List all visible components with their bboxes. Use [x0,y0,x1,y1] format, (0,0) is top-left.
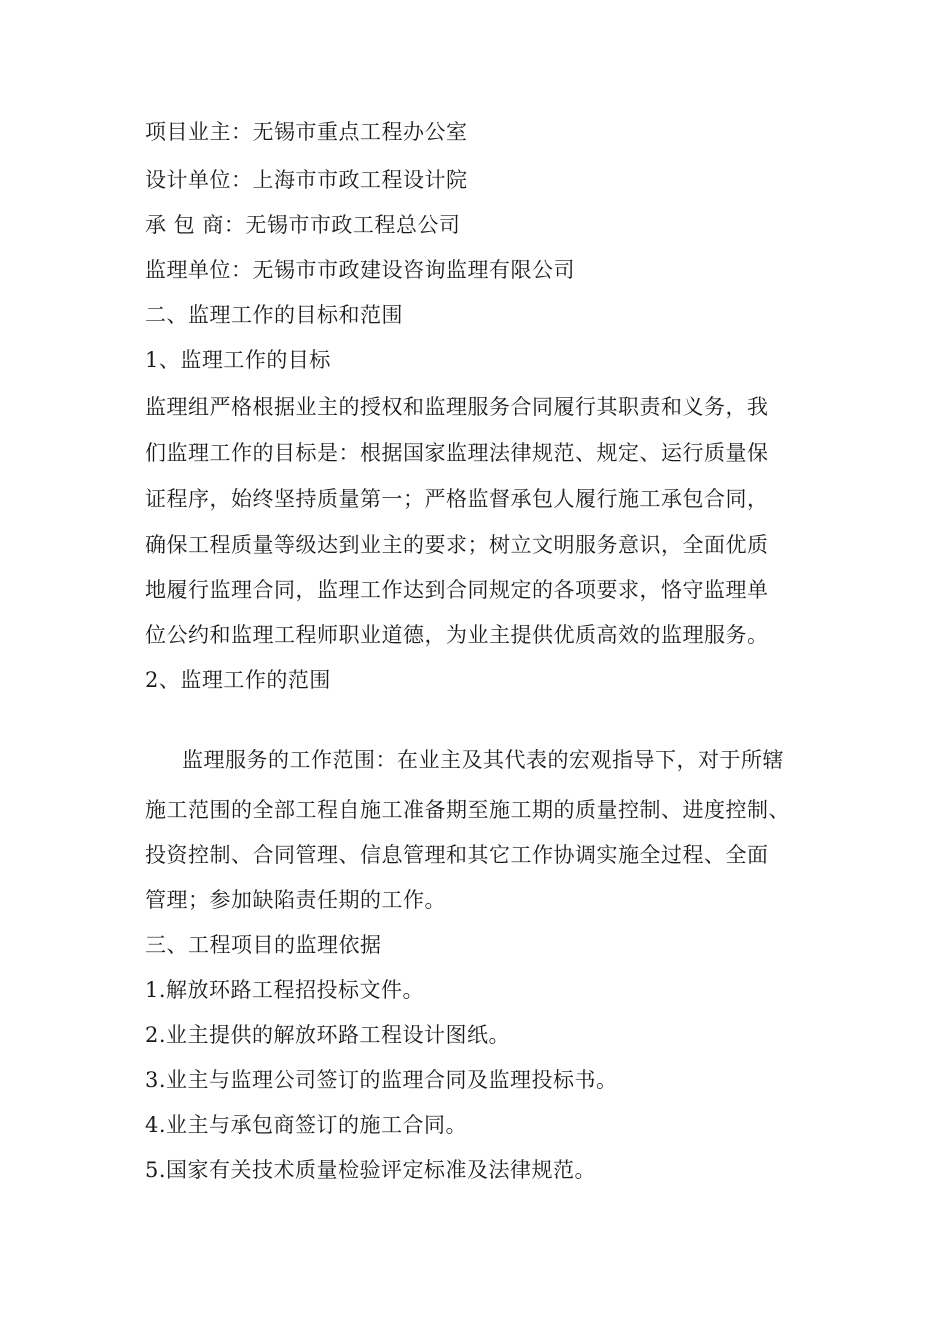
subsection-2-1-heading: 1、监理工作的目标 [145,348,331,372]
supervision-unit-line: 监理单位：无锡市市政建设咨询监理有限公司 [145,258,575,282]
basis-item-3: 3.业主与监理公司签订的监理合同及监理投标书。 [145,1068,618,1092]
goal-paragraph-line-1: 监理组严格根据业主的授权和监理服务合同履行其职责和义务，我 [145,395,769,419]
basis-item-2: 2.业主提供的解放环路工程设计图纸。 [145,1023,511,1047]
scope-paragraph-line-3: 投资控制、合同管理、信息管理和其它工作协调实施全过程、全面 [145,843,769,867]
goal-paragraph-line-4: 确保工程质量等级达到业主的要求；树立文明服务意识，全面优质 [145,533,769,557]
design-unit-line: 设计单位：上海市市政工程设计院 [145,168,468,192]
scope-paragraph-line-4: 管理；参加缺陷责任期的工作。 [145,888,446,912]
goal-paragraph-line-6: 位公约和监理工程师职业道德，为业主提供优质高效的监理服务。 [145,623,769,647]
basis-item-5: 5.国家有关技术质量检验评定标准及法律规范。 [145,1158,597,1182]
scope-paragraph-line-2: 施工范围的全部工程自施工准备期至施工期的质量控制、进度控制、 [145,798,790,822]
goal-paragraph-line-2: 们监理工作的目标是：根据国家监理法律规范、规定、运行质量保 [145,441,769,465]
contractor-line: 承 包 商：无锡市市政工程总公司 [145,213,461,237]
basis-item-4: 4.业主与承包商签订的施工合同。 [145,1113,468,1137]
section-3-heading: 三、工程项目的监理依据 [145,933,382,957]
goal-paragraph-line-3: 证程序，始终坚持质量第一；严格监督承包人履行施工承包合同， [145,487,769,511]
project-owner-line: 项目业主：无锡市重点工程办公室 [145,120,468,144]
section-2-heading: 二、监理工作的目标和范围 [145,303,403,327]
subsection-2-2-heading: 2、监理工作的范围 [145,668,331,692]
goal-paragraph-line-5: 地履行监理合同，监理工作达到合同规定的各项要求，恪守监理单 [145,578,769,602]
basis-item-1: 1.解放环路工程招投标文件。 [145,978,425,1002]
scope-paragraph-line-1: 监理服务的工作范围：在业主及其代表的宏观指导下，对于所辖 [182,748,784,772]
